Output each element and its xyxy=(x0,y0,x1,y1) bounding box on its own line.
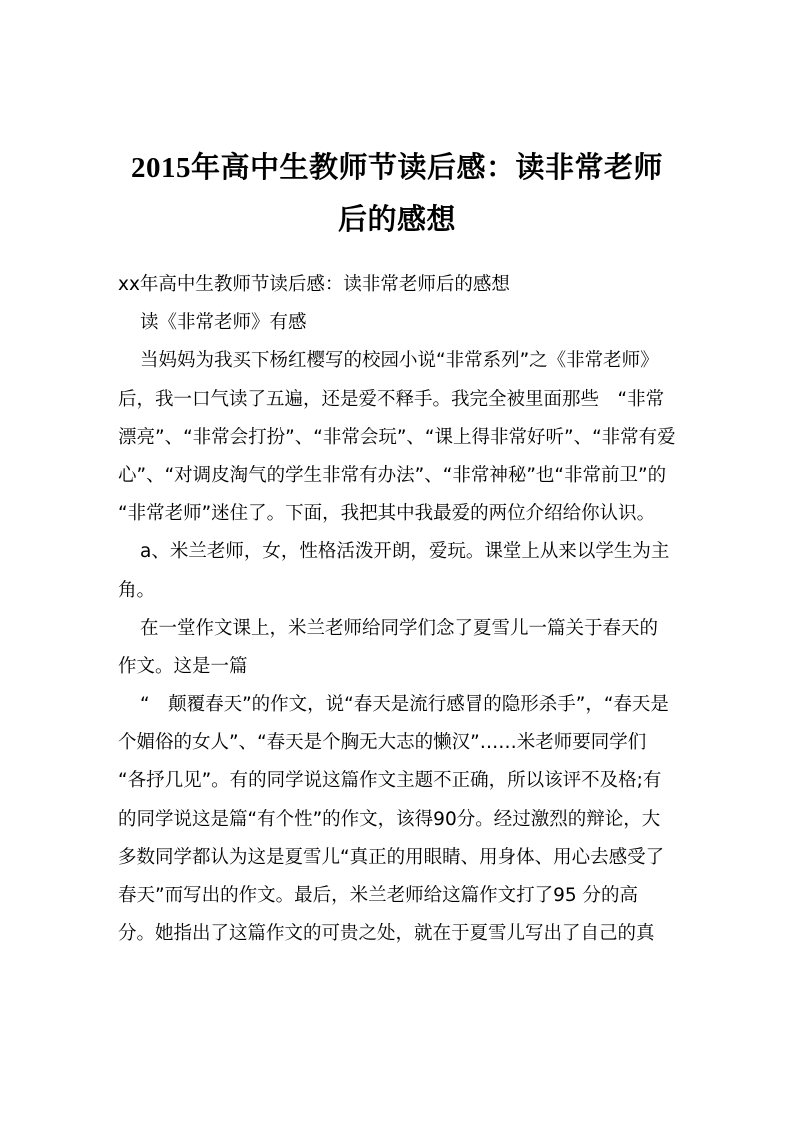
paragraph-line: 多数同学都认为这是夏雪儿“真正的用眼睛、用身体、用心去感受了 xyxy=(118,846,665,868)
title-line-2: 后的感想 xyxy=(337,204,456,236)
paragraph-line: 的同学说这是篇“有个性”的作文，该得90分。经过激烈的辩论，大 xyxy=(118,808,661,830)
paragraph-line: 当妈妈为我买下杨红樱写的校园小说“非常系列”之《非常老师》 xyxy=(140,350,659,372)
document-body xyxy=(118,266,678,953)
document-title xyxy=(100,142,694,246)
paragraph-line: 心”、“对调皮淘气的学生非常有办法”、“非常神秘”也“非常前卫”的 xyxy=(118,464,667,486)
paragraph-line: 个媚俗的女人”、“春天是个胸无大志的懒汉”……米老师要同学们 xyxy=(118,732,647,754)
paragraph-line: 作文。这是一篇 xyxy=(118,655,248,677)
section-heading: 读《非常老师》有感 xyxy=(140,312,307,334)
paragraph-line: 春天”而写出的作文。最后，米兰老师给这篇作文打了95 分的高 xyxy=(118,885,639,906)
subtitle-line: xx年高中生教师节读后感：读非常老师后的感想 xyxy=(118,274,510,295)
paragraph-line: 漂亮”、“非常会打扮”、“非常会玩”、“课上得非常好听”、“非常有爱 xyxy=(118,426,676,448)
paragraph-line: a、米兰老师，女，性格活泼开朗，爱玩。课堂上从来以学生为主 xyxy=(140,541,670,563)
title-line-1: 2015年高中生教师节读后感：读非常老师 xyxy=(130,152,663,184)
paragraph-line: 角。 xyxy=(118,579,156,601)
paragraph-line: 分。她指出了这篇作文的可贵之处，就在于夏雪儿写出了自己的真 xyxy=(118,923,655,945)
paragraph-line: 后，我一口气读了五遍，还是爱不释手。我完全被里面那些 “非常 xyxy=(118,388,665,410)
paragraph-line: “各抒几见”。有的同学说这篇作文主题不正确，所以该评不及格;有 xyxy=(118,770,662,792)
paragraph-line: 在一堂作文课上，米兰老师给同学们念了夏雪儿一篇关于春天的 xyxy=(140,617,659,639)
paragraph-line: “非常老师”迷住了。下面，我把其中我最爱的两位介绍给你认识。 xyxy=(118,503,656,525)
paragraph-line: “ 颠覆春天”的作文，说“春天是流行感冒的隐形杀手”，“春天是 xyxy=(140,694,669,716)
